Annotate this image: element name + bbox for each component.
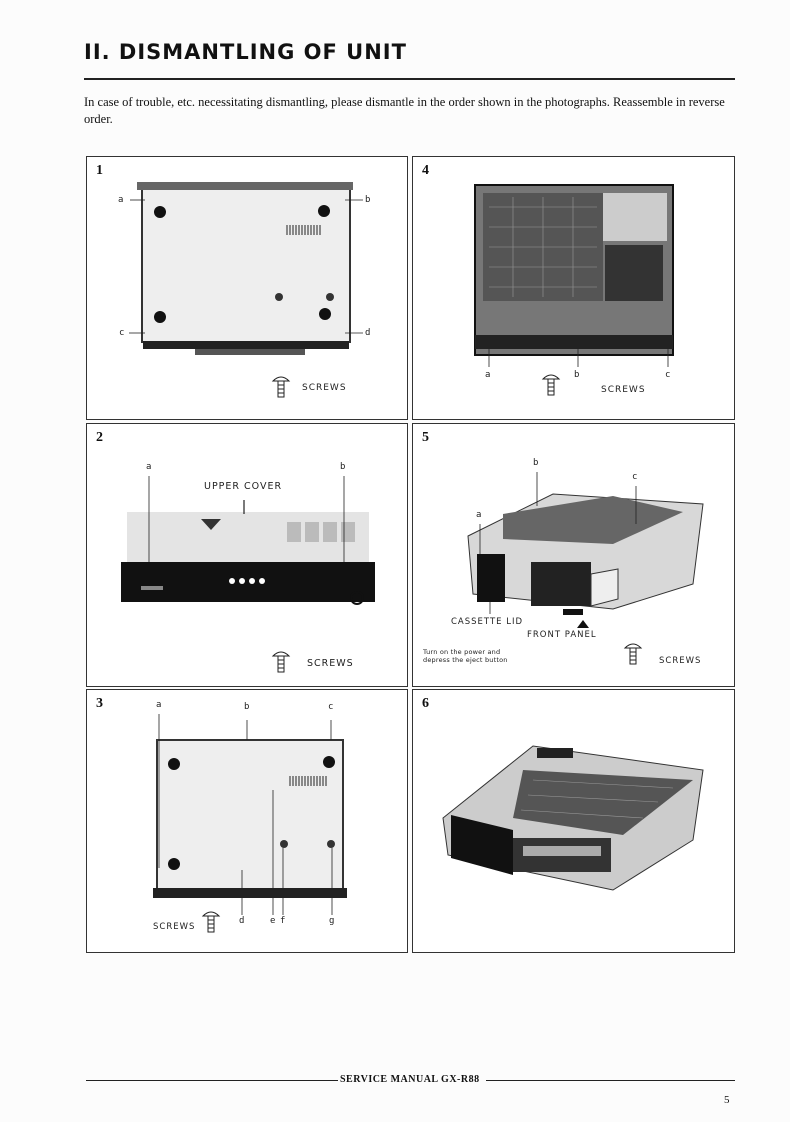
screws-caption: SCREWS bbox=[307, 658, 354, 669]
mechanism-removal-photo bbox=[413, 690, 735, 953]
cassette-lid-label: CASSETTE LID bbox=[451, 617, 524, 627]
footer-rule-right bbox=[486, 1080, 735, 1081]
title-rule bbox=[84, 78, 735, 80]
label-e: e bbox=[270, 916, 276, 926]
eject-note: Turn on the power and depress the eject button bbox=[423, 648, 508, 664]
screw-icon bbox=[203, 912, 219, 932]
label-c: c bbox=[665, 370, 671, 380]
screws-caption: SCREWS bbox=[153, 922, 196, 932]
panel-2 bbox=[86, 423, 408, 687]
panel-1 bbox=[86, 156, 408, 420]
front-panel-label: FRONT PANEL bbox=[527, 630, 597, 640]
panel-3 bbox=[86, 689, 408, 953]
screw-icon bbox=[273, 377, 289, 397]
panel-number: 1 bbox=[96, 163, 103, 178]
label-b: b bbox=[365, 195, 371, 205]
label-a: a bbox=[156, 700, 162, 710]
photo-grid bbox=[86, 156, 735, 953]
screws-caption: SCREWS bbox=[601, 385, 646, 395]
upper-cover-label: UPPER COVER bbox=[204, 481, 283, 492]
screws-caption: SCREWS bbox=[659, 656, 702, 666]
screws-caption: SCREWS bbox=[302, 383, 347, 393]
top-view-photo bbox=[413, 157, 735, 420]
screw-icon bbox=[625, 644, 641, 664]
footer-rule-left bbox=[86, 1080, 338, 1081]
bottom-view-detail-photo bbox=[87, 690, 408, 953]
label-b: b bbox=[340, 462, 346, 472]
label-a: a bbox=[118, 195, 124, 205]
label-c: c bbox=[328, 702, 334, 712]
label-a: a bbox=[146, 462, 152, 472]
label-b: b bbox=[244, 702, 250, 712]
label-f: f bbox=[280, 916, 286, 926]
label-g: g bbox=[329, 916, 335, 926]
page-title: II. DISMANTLING OF UNIT bbox=[84, 40, 407, 64]
label-b: b bbox=[533, 458, 539, 468]
panel-6 bbox=[412, 689, 735, 953]
panel-number: 6 bbox=[422, 696, 429, 711]
label-d: d bbox=[239, 916, 245, 926]
label-a: a bbox=[476, 510, 482, 520]
rear-view-photo bbox=[87, 424, 408, 687]
panel-number: 2 bbox=[96, 430, 103, 445]
intro-paragraph: In case of trouble, etc. necessitating dismantling, please dismantle in the order shown in the photographs. Reassemble in reverse order. bbox=[84, 95, 725, 126]
footer-text: SERVICE MANUAL GX-R88 bbox=[340, 1074, 480, 1085]
screw-icon bbox=[543, 375, 559, 395]
label-a: a bbox=[485, 370, 491, 380]
label-c: c bbox=[632, 472, 638, 482]
panel-4 bbox=[412, 156, 735, 420]
panel-number: 4 bbox=[422, 163, 429, 178]
panel-number: 3 bbox=[96, 696, 103, 711]
panel-5 bbox=[412, 423, 735, 687]
label-b: b bbox=[574, 370, 580, 380]
page-number: 5 bbox=[724, 1094, 730, 1106]
label-d: d bbox=[365, 328, 371, 338]
panel-number: 5 bbox=[422, 430, 429, 445]
screw-icon bbox=[273, 652, 289, 672]
label-c: c bbox=[119, 328, 125, 338]
bottom-view-photo bbox=[87, 157, 408, 420]
